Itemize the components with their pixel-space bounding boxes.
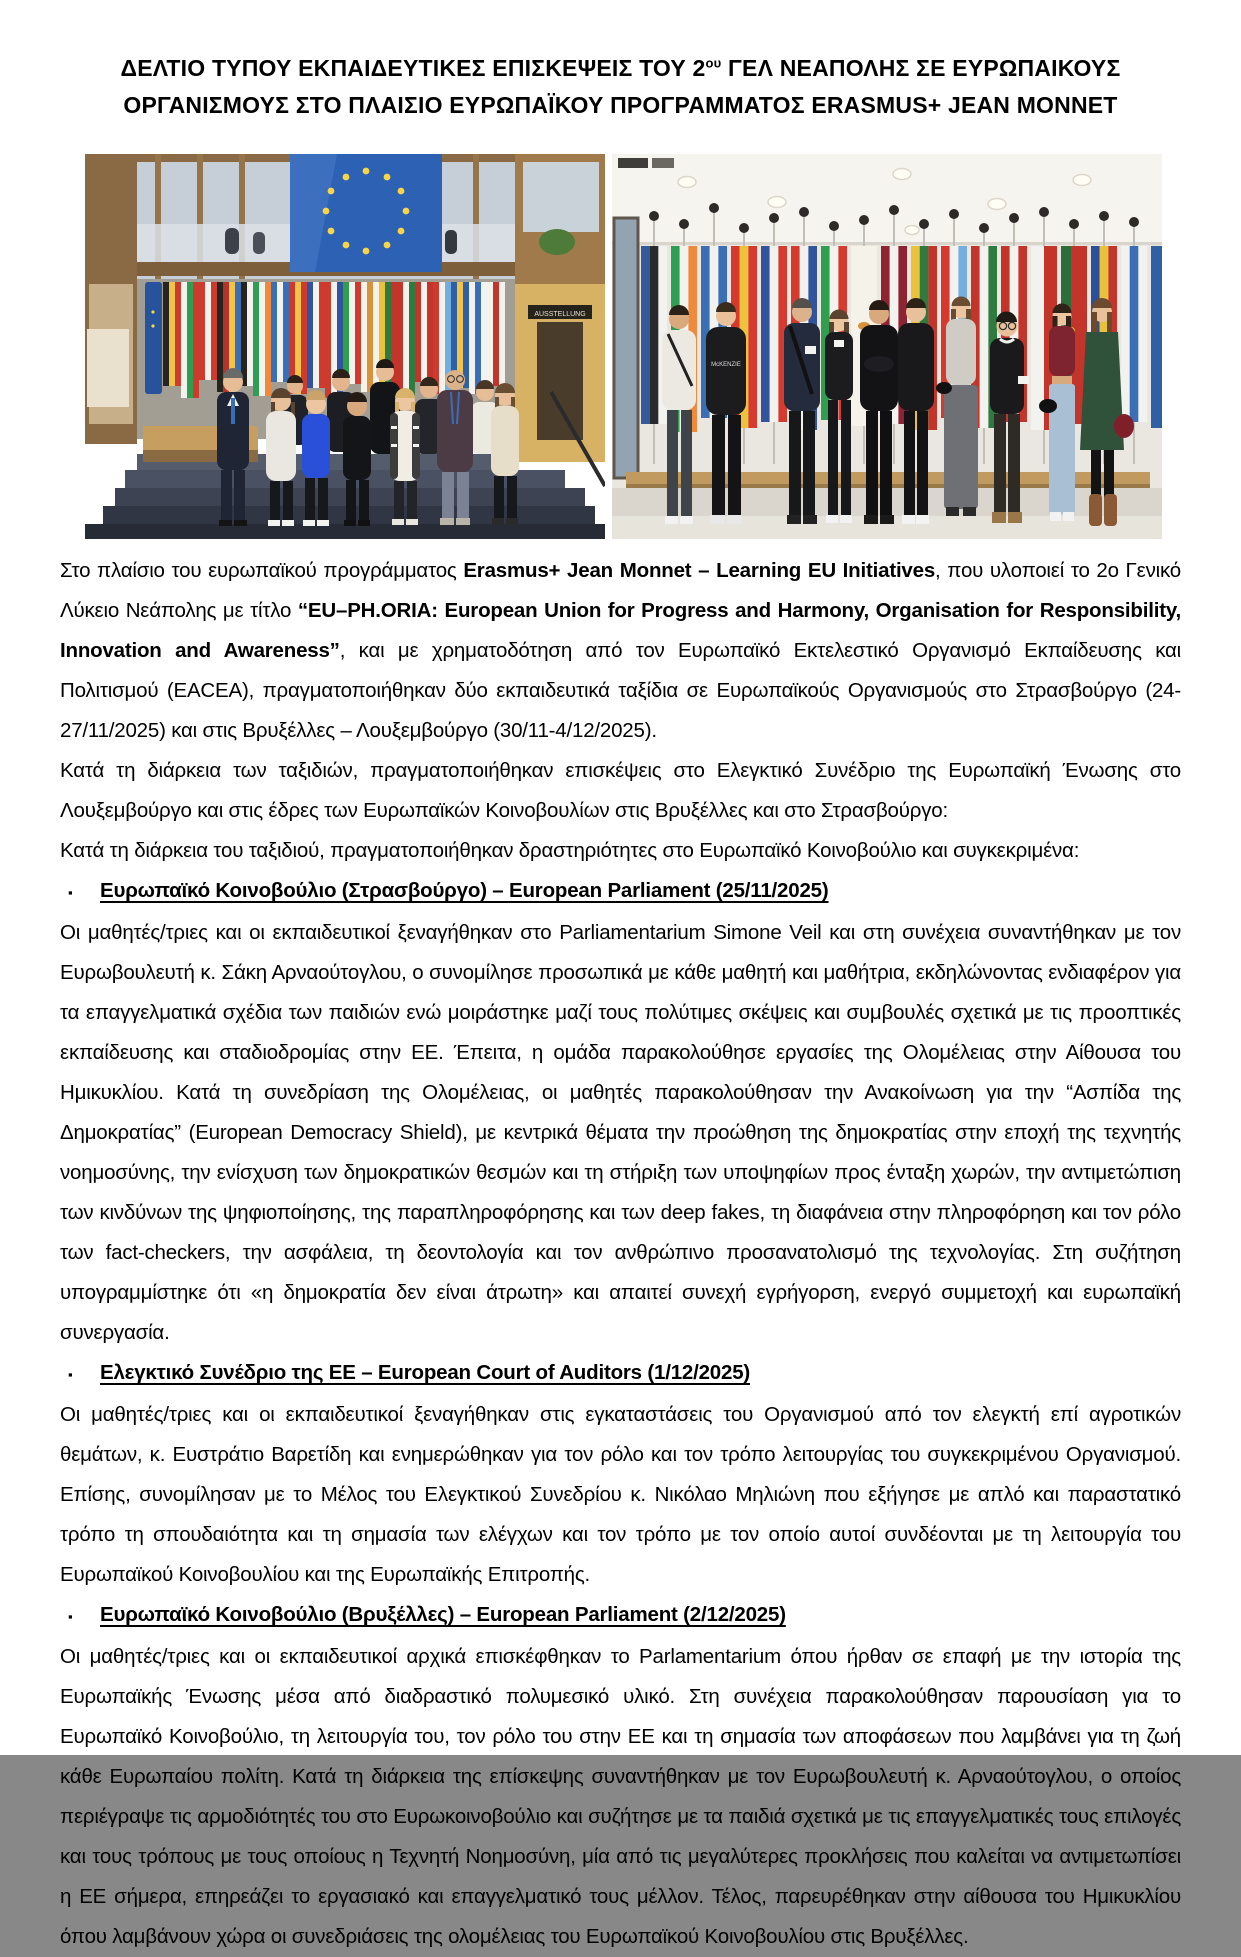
bullet-square-icon: ▪ — [68, 1367, 73, 1382]
program-name-bold: Erasmus+ Jean Monnet – Learning EU Initiatives — [463, 559, 936, 582]
intro-paragraph — [60, 551, 1181, 751]
page-title — [91, 50, 1151, 124]
ordinal-superscript: ου — [705, 55, 722, 71]
section-heading-brussels — [60, 1595, 1181, 1637]
title-text-rest: ΓΕΛ ΝΕΑΠΟΛΗΣ ΣΕ ΕΥΡΩΠΑΙΚΟΥΣ ΟΡΓΑΝΙΣΜΟΥΣ ΣΤΟ ΠΛΑΙΣΙΟ ΕΥΡΩΠΑΪΚΟΥ ΠΡΟΓΡΑΜΜΑΤΟΣ ERASMUS+ JEAN MONNET — [123, 55, 1121, 118]
paragraph-trips: Κατά τη διάρκεια των ταξιδιών, πραγματοποιήθηκαν επισκέψεις στο Ελεγκτικό Συνέδριο της Ευρωπαϊκή Ένωσης στο Λουξεμβούργο και στις έδρες των Ευρωπαϊκών Κοινοβουλίων στις Βρυξέλλες και στο Στρασβούργο: — [60, 759, 1181, 822]
photo-strasbourg-group — [85, 154, 605, 539]
ausstellung-sign: AUSSTELLUNG — [534, 311, 586, 318]
paragraph-activities: Κατά τη διάρκεια του ταξιδιού, πραγματοποιήθηκαν δραστηριότητες στο Ευρωπαϊκό Κοινοβούλιο και συγκεκριμένα: — [60, 839, 1080, 862]
section-heading-text: Ελεγκτικό Συνέδριο της ΕΕ – European Court of Auditors (1/12/2025) — [100, 1361, 751, 1384]
strasbourg-right-corridor — [515, 284, 605, 486]
intro-text-3: , και με χρηματοδότηση από τον Ευρωπαϊκό Εκτελεστικό Οργανισμό Εκπαίδευσης και Πολιτισμού (EACEA), πραγματοποιήθηκαν δύο εκπαιδευτικά ταξίδια σε Ευρωπαϊκούς Οργανισμούς στο Στρασβούργο (24-27/11/2025) και στις Βρυξέλλες – Λουξεμβούργο (30/11-4/12/2025). — [60, 639, 1182, 742]
photo-row — [85, 154, 1181, 539]
intro-text-2: , που υλοποιεί το 2ο Γενικό Λύκειο Νεάπολης με τίτλο — [60, 559, 1181, 622]
document-body — [60, 551, 1181, 1957]
brussels-window — [614, 218, 638, 478]
section-heading-text: Ευρωπαϊκό Κοινοβούλιο (Βρυξέλλες) – European Parliament (2/12/2025) — [100, 1603, 786, 1626]
intro-text-1: Στο πλαίσιο του ευρωπαϊκού προγράμματος — [60, 559, 464, 582]
project-title-bold: “EU–PH.ORIA: European Union for Progress and Harmony, Organisation for Responsibility, Innovation and Awareness” — [60, 599, 1181, 662]
section-body-strasbourg: Οι μαθητές/τριες και οι εκπαιδευτικοί ξεναγήθηκαν στο Parliamentarium Simone Veil και στη συνέχεια συναντήθηκαν με τον Ευρωβουλευτή κ. Σάκη Αρναούτογλου, ο συνομίλησε προσωπικά με κάθε μαθητή και μαθήτρια, εκδηλώνοντας ενδιαφέρον για τα επαγγελματικά σχέδια των παιδιών ενώ μοιράστηκε μαζί τους πολύτιμες σκέψεις και συμβουλές σχετικά με τις προοπτικές εκπαίδευσης και σταδιοδρομίας στην ΕΕ. Έπειτα, η ομάδα παρακολούθησε εργασίες της Ολομέλειας στην Αίθουσα του Ημικυκλίου. Κατά τη συνεδρίαση της Ολομέλειας, οι μαθητές παρακολούθησαν την Ανακοίνωση για την “Ασπίδα της Δημοκρατίας” (European Democracy Shield), με κεντρικά θέματα την προώθηση της δημοκρατίας στην εποχή της τεχνητής νοημοσύνης, την ενίσχυση των δημοκρατικών θεσμών και τη στήριξη των υποψηφίων προς ένταξη χωρών, την αντιμετώπιση των κινδύνων της ψηφιοποίησης, της παραπληροφόρησης και των deep fakes, τη διαφάνεια στην πληροφόρηση και τον ρόλο των fact-checkers, την ασφάλεια, τη δεοντολογία και τον ανθρώπινο προσανατολισμό της τεχνολογίας. Στη συζήτηση υπογραμμίστηκε ότι «η δημοκρατία δεν είναι άτρωτη» και απαιτεί συνεχή εγρήγορση, ενεργό συμμετοχή και ευρωπαϊκή συνεργασία. — [60, 921, 1181, 1344]
section-body-auditors: Οι μαθητές/τριες και οι εκπαιδευτικοί ξεναγήθηκαν στις εγκαταστάσεις του Οργανισμού από τον ελεγκτή επί αγροτικών θεμάτων, κ. Ευστράτιο Βαρετίδη και ενημερώθηκαν για τον ρόλο και τον τρόπο λειτουργίας του συγκεκριμένου Οργανισμού. Επίσης, συνομίλησαν με το Μέλος του Ελεγκτικού Συνεδρίου κ. Νικόλαο Μηλιώνη που εξήγησε με απλό και παραστατικό τρόπο τη σπουδαιότητα και τη σημασία των ελέγχων και τον τρόπο με τον οποίο αυτοί συνδέονται με τη λειτουργία του Ευρωπαϊκού Κοινοβουλίου και της Ευρωπαϊκής Επιτροπής. — [60, 1403, 1181, 1586]
section-heading-strasbourg — [60, 871, 1181, 913]
section-heading-auditors — [60, 1353, 1181, 1395]
section-body-brussels: Οι μαθητές/τριες και οι εκπαιδευτικοί αρχικά επισκέφθηκαν το Parlamentarium όπου ήρθαν σε επαφή με την ιστορία της Ευρωπαϊκής Ένωσης μέσα από διαδραστικό πολυμεσικό υλικό. Στη συνέχεια παρακολούθησαν παρουσίαση για το Ευρωπαϊκό Κοινοβούλιο, τη λειτουργία του, τον ρόλο του στην ΕΕ και τη σημασία των αποφάσεων που λαμβάνει για τη ζωή κάθε Ευρωπαίου πολίτη. Κατά τη διάρκεια της επίσκεψης συναντήθηκαν με τον Ευρωβουλευτή κ. Αρναούτογλου, ο οποίος περιέγραψε τις αρμοδιότητές του στο Ευρωκοινοβούλιο και συζήτησε με τα παιδιά σχετικά με τις επαγγελματικές τους επιλογές και τους τρόπους με τους οποίους η Τεχνητή Νοημοσύνη, μία από τις μεγαλύτερες προκλήσεις που καλείται να αντιμετωπίσει η ΕΕ σήμερα, επηρεάζει το εργασιακό και επαγγελματικό τους μέλλον. Τέλος, παρευρέθηκαν στην αίθουσα του Ημικυκλίου όπου λαμβάνουν χώρα οι συνεδριάσεις της ολομέλειας του Ευρωπαϊκού Κοινοβουλίου στις Βρυξέλλες. — [60, 1645, 1181, 1948]
photo-brussels-group — [612, 154, 1162, 539]
eu-flag-banner — [290, 154, 442, 272]
bullet-square-icon: ▪ — [68, 1609, 73, 1624]
brussels-ceiling — [612, 154, 1162, 245]
bullet-square-icon: ▪ — [68, 885, 73, 900]
hoodie-brand-text: McKENZIE — [711, 362, 741, 368]
section-heading-text: Ευρωπαϊκό Κοινοβούλιο (Στρασβούργο) – European Parliament (25/11/2025) — [100, 879, 829, 902]
title-text: ΔΕΛΤΙΟ ΤΥΠΟΥ ΕΚΠΑΙΔΕΥΤΙΚΕΣ ΕΠΙΣΚΕΨΕΙΣ ΤΟΥ 2 — [120, 55, 706, 81]
